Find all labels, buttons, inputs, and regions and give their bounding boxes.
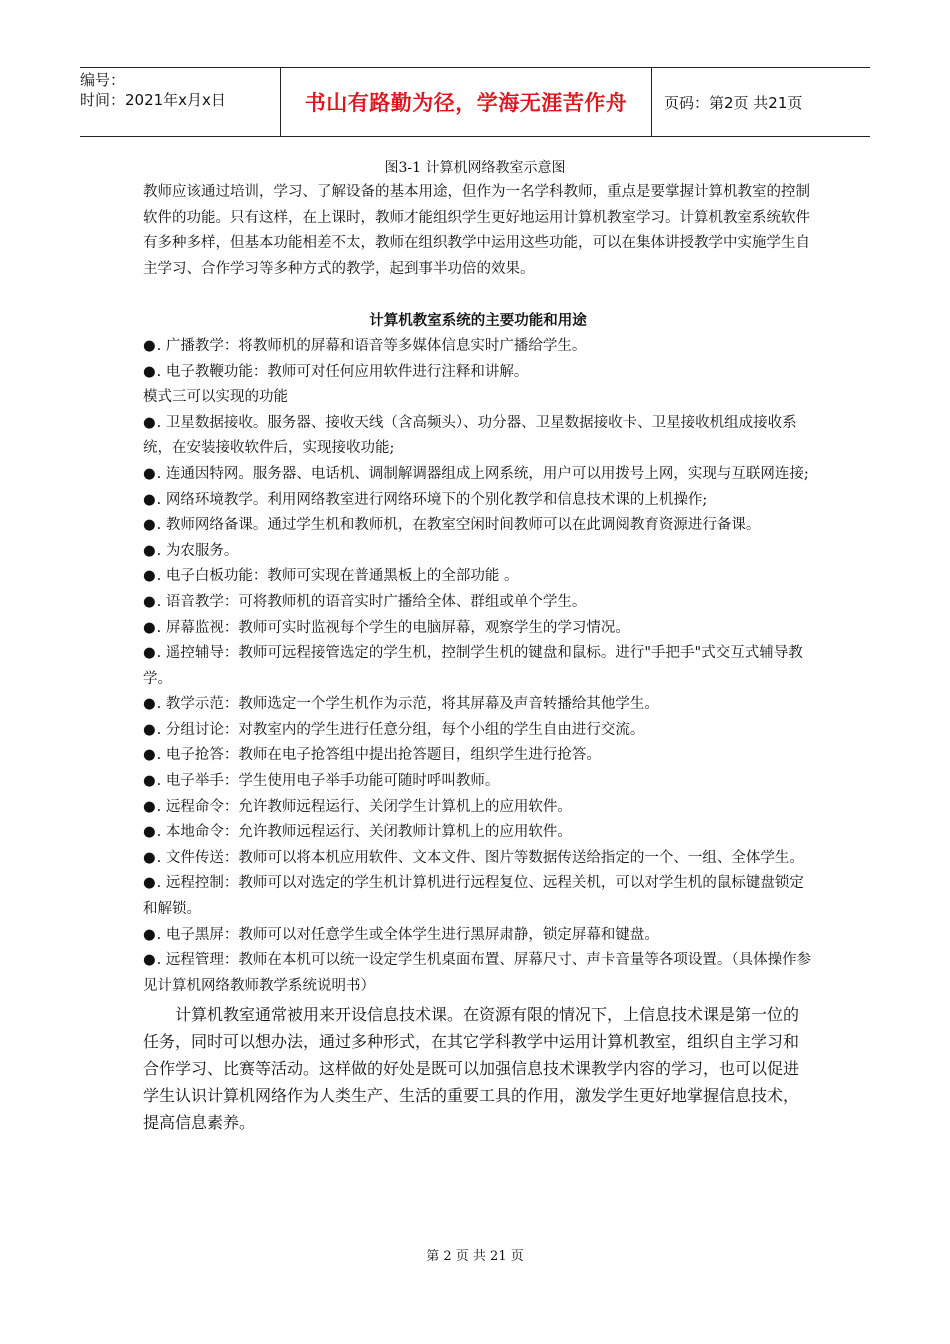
list-item: ● . 教师网络备课。通过学生机和教师机，在教室空闲时间教师可以在此调阅教育资源进行备课。 xyxy=(143,513,813,539)
header-meta xyxy=(80,68,280,136)
closing-paragraph: 计算机教室通常被用来开设信息技术课。在资源有限的情况下，上信息技术课是第一位的任务，同时可以想办法，通过多种形式，在其它学科教学中运用计算机教室，组织自主学习和合作学习、比赛等活动。这样做的好处是既可以加强信息技术课教学内容的学习，也可以促进学生认识计算机网络作为人类生产、生活的重要工具的作用，激发学生更好地掌握信息技术，提高信息素养。 xyxy=(143,1005,800,1133)
list-item: ● . 远程控制：教师可以对选定的学生机计算机进行远程复位、远程关机，可以对学生机的鼠标键盘锁定和解锁。 xyxy=(143,871,813,922)
document-body xyxy=(143,180,813,1136)
list-item: ● . 广播教学：将教师机的屏幕和语音等多媒体信息实时广播给学生。 xyxy=(143,334,813,360)
list-item: ● . 电子举手：学生使用电子举手功能可随时呼叫教师。 xyxy=(143,769,813,795)
list-item: ● . 遥控辅导：教师可远程接管选定的学生机，控制学生机的键盘和鼠标。进行"手把手"式交互式辅导教学。 xyxy=(143,641,813,692)
intro-paragraph: 教师应该通过培训，学习、了解设备的基本用途，但作为一名学科教师，重点是要掌握计算机教室的控制软件的功能。只有这样，在上课时，教师才能组织学生更好地运用计算机教室学习。计算机教室系统软件有多种多样，但基本功能相差不太，教师在组织教学中运用这些功能，可以在集体讲授教学中实施学生自主学习、合作学习等多种方式的教学，起到事半功倍的效果。 xyxy=(143,184,810,277)
list-item: ● . 电子教鞭功能：教师可对任何应用软件进行注释和讲解。 xyxy=(143,360,813,386)
list-item: ● . 语音教学：可将教师机的语音实时广播给全体、群组或单个学生。 xyxy=(143,590,813,616)
list-item: ● . 电子黑屏：教师可以对任意学生或全体学生进行黑屏肃静，锁定屏幕和键盘。 xyxy=(143,923,813,949)
list-item: ● . 电子白板功能：教师可实现在普通黑板上的全部功能 。 xyxy=(143,564,813,590)
section-title: 计算机教室系统的主要功能和用途 xyxy=(369,312,587,330)
subheading: 模式三可以实现的功能 xyxy=(143,389,288,406)
list-item: ● . 分组讨论：对教室内的学生进行任意分组，每个小组的学生自由进行交流。 xyxy=(143,718,813,744)
list-item: ● . 屏幕监视：教师可实时监视每个学生的电脑屏幕，观察学生的学习情况。 xyxy=(143,616,813,642)
list-item: ● . 教学示范：教师选定一个学生机作为示范，将其屏幕及声音转播给其他学生。 xyxy=(143,692,813,718)
header-page-info: 页码：第2页 共21页 xyxy=(664,93,803,112)
list-item: ● . 文件传送：教师可以将本机应用软件、文本文件、图片等数据传送给指定的一个、一组、全体学生。 xyxy=(143,846,813,872)
list-item: ● . 远程命令：允许教师远程运行、关闭学生计算机上的应用软件。 xyxy=(143,795,813,821)
list-item: ● . 远程管理：教师在本机可以统一设定学生机桌面布置、屏幕尺寸、声卡音量等各项设置。（具体操作参见计算机网络教师教学系统说明书） xyxy=(143,948,813,999)
page-footer: 第 2 页 共 21 页 xyxy=(426,1249,524,1264)
figure-caption: 图3-1 计算机网络教室示意图 xyxy=(384,160,566,176)
list-item: ● . 连通因特网。服务器、电话机、调制解调器组成上网系统，用户可以用拨号上网，实现与互联网连接; xyxy=(143,462,813,488)
list-item: ● . 电子抢答：教师在电子抢答组中提出抢答题目，组织学生进行抢答。 xyxy=(143,743,813,769)
date-line: 时间：2021年x月x日 xyxy=(80,91,226,109)
list-item: ● . 为农服务。 xyxy=(143,539,813,565)
list-item: ● . 网络环境教学。利用网络教室进行网络环境下的个别化教学和信息技术课的上机操作; xyxy=(143,488,813,514)
header-motto: 书山有路勤为径，学海无涯苦作舟 xyxy=(280,68,652,136)
page-header xyxy=(80,67,870,137)
number-label: 编号： xyxy=(80,71,126,89)
list-item: ● . 本地命令：允许教师远程运行、关闭教师计算机上的应用软件。 xyxy=(143,820,813,846)
list-item: ● . 卫星数据接收。服务器、接收天线（含高频头）、功分器、卫星数据接收卡、卫星接收机组成接收系统，在安装接收软件后，实现接收功能; xyxy=(143,411,813,462)
